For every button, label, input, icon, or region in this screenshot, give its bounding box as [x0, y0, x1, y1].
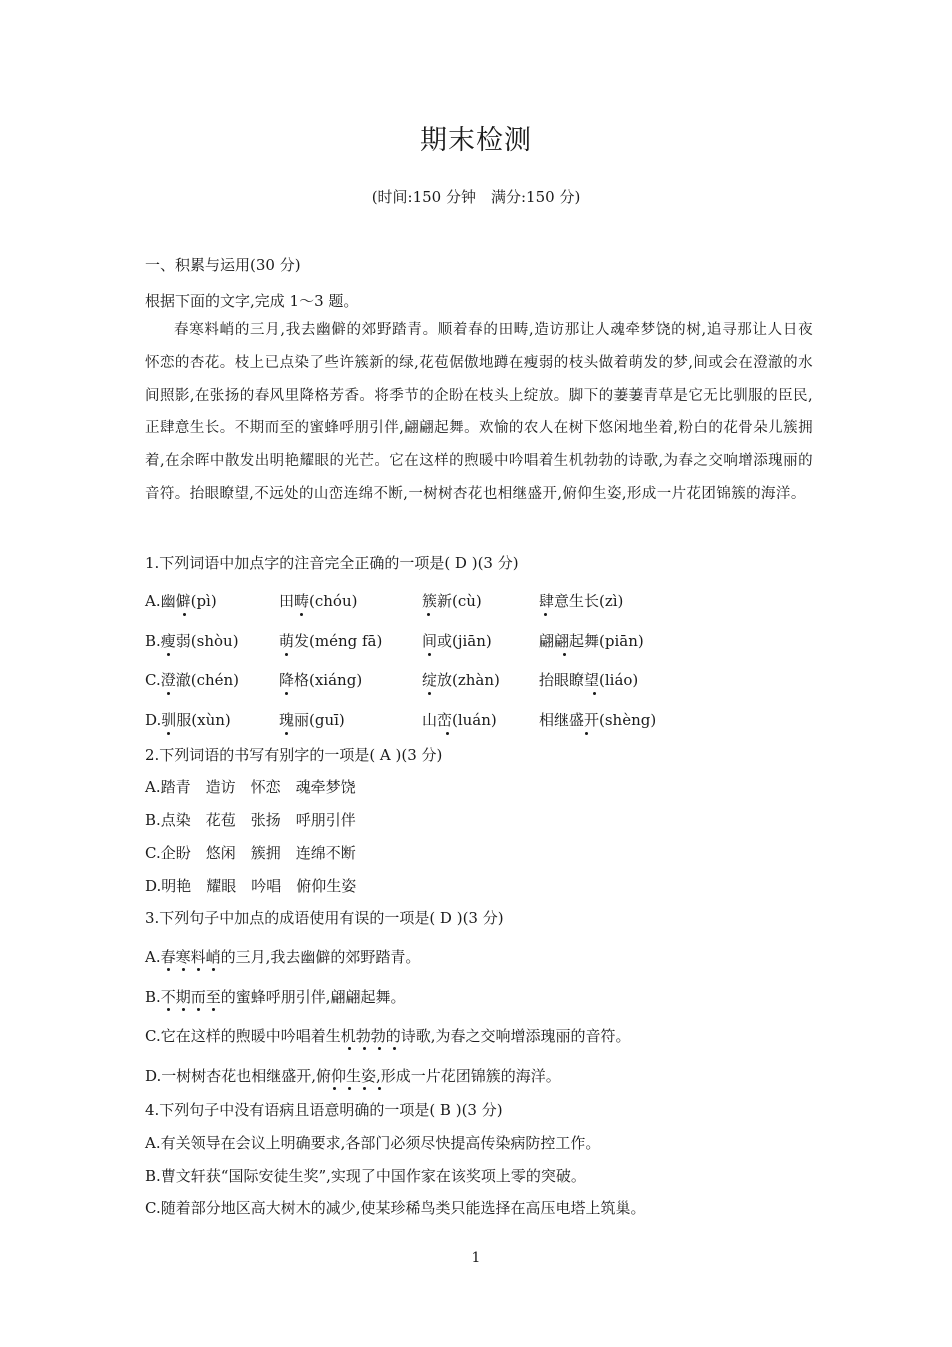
question-1-row-b	[145, 630, 813, 654]
question-2-stem: 2.下列词语的书写有别字的一项是( A )(3 分)	[145, 746, 443, 764]
question-3-option-c: C.它在这样的煦暖中吟唱着生机勃勃的诗歌,为春之交响增添瑰丽的音符。	[145, 1027, 631, 1045]
question-1-row-d	[145, 709, 813, 733]
question-3-option-b: B.不期而至的蜜蜂呼朋引伴,翩翩起舞。	[145, 988, 406, 1006]
question-1-row-c	[145, 669, 813, 693]
emphasis-dots	[145, 1008, 813, 1014]
exam-info: (时间:150 分钟 满分:150 分)	[371, 188, 581, 206]
question-2-option-a: A.踏青 造访 怀恋 魂牵梦饶	[145, 778, 356, 796]
emphasis-dots	[145, 653, 813, 659]
option-cell: 抬眼瞭望(liáo)	[539, 671, 639, 689]
page-number: 1	[471, 1250, 481, 1266]
instruction: 根据下面的文字,完成 1～3 题。	[145, 292, 359, 310]
option-cell: B.瘦弱(shòu)	[145, 632, 239, 650]
option-cell: 萌发(méng fā)	[279, 632, 383, 650]
question-1-row-a	[145, 590, 813, 614]
question-2-option-b: B.点染 花苞 张扬 呼朋引伴	[145, 811, 356, 829]
option-cell: 相继盛开(shèng)	[539, 711, 657, 729]
question-2-option-d: D.明艳 耀眼 吟唱 俯仰生姿	[145, 877, 357, 895]
option-cell: 田畴(chóu)	[279, 592, 358, 610]
emphasis-dots	[145, 613, 813, 619]
question-2-option-c: C.企盼 悠闲 簇拥 连绵不断	[145, 844, 356, 862]
option-cell: D.驯服(xùn)	[145, 711, 231, 729]
section-heading: 一、积累与运用(30 分)	[145, 256, 301, 274]
option-cell: 绽放(zhàn)	[422, 671, 500, 689]
question-3-option-d: D.一树树杏花也相继盛开,俯仰生姿,形成一片花团锦簇的海洋。	[145, 1067, 561, 1085]
emphasis-dots	[145, 692, 813, 698]
emphasis-dots	[145, 1087, 813, 1093]
option-cell: 翩翩起舞(piān)	[539, 632, 644, 650]
question-3-stem: 3.下列句子中加点的成语使用有误的一项是( D )(3 分)	[145, 909, 504, 927]
option-cell: 簇新(cù)	[422, 592, 482, 610]
emphasis-dots	[145, 732, 813, 738]
question-4-option-a: A.有关领导在会议上明确要求,各部门必须尽快提高传染病防控工作。	[145, 1134, 601, 1152]
option-cell: 间或(jiān)	[422, 632, 492, 650]
question-1-stem: 1.下列词语中加点字的注音完全正确的一项是( D )(3 分)	[145, 554, 519, 572]
option-cell: 肆意生长(zì)	[539, 592, 624, 610]
question-4-option-c: C.随着部分地区高大树木的减少,使某珍稀鸟类只能选择在高压电塔上筑巢。	[145, 1199, 646, 1217]
question-4-option-b: B.曹文轩获“国际安徒生奖”,实现了中国作家在该奖项上零的突破。	[145, 1167, 586, 1185]
page-title: 期末检测	[420, 125, 532, 156]
emphasis-dots	[145, 968, 813, 974]
reading-passage: 春寒料峭的三月,我去幽僻的郊野踏青。顺着春的田畴,造访那让人魂牵梦饶的树,追寻那让人日夜怀恋的杏花。枝上已点染了些许簇新的绿,花苞倨傲地蹲在瘦弱的枝头做着萌发的梦,间或会在澄澈的水间照影,在张扬的春风里降格芳香。将季节的企盼在枝头上绽放。脚下的萋萋青草是它无比驯服的臣民,正肆意生长。不期而至的蜜蜂呼朋引伴,翩翩起舞。欢愉的农人在树下悠闲地坐着,粉白的花骨朵儿簇拥着,在余晖中散发出明艳耀眼的光芒。它在这样的煦暖中吟唱着生机勃勃的诗歌,为春之交响增添瑰丽的音符。抬眼瞭望,不远处的山峦连绵不断,一树树杏花也相继盛开,俯仰生姿,形成一片花团锦簇的海洋。	[145, 322, 813, 502]
emphasis-dots	[145, 1047, 813, 1053]
question-4-stem: 4.下列句子中没有语病且语意明确的一项是( B )(3 分)	[145, 1101, 503, 1119]
option-cell: C.澄澈(chén)	[145, 671, 240, 689]
option-cell: 降格(xiáng)	[279, 671, 363, 689]
option-cell: 瑰丽(guī)	[279, 711, 345, 729]
question-3-option-a: A.春寒料峭的三月,我去幽僻的郊野踏青。	[145, 948, 421, 966]
option-cell: A.幽僻(pì)	[145, 592, 217, 610]
option-cell: 山峦(luán)	[422, 711, 497, 729]
